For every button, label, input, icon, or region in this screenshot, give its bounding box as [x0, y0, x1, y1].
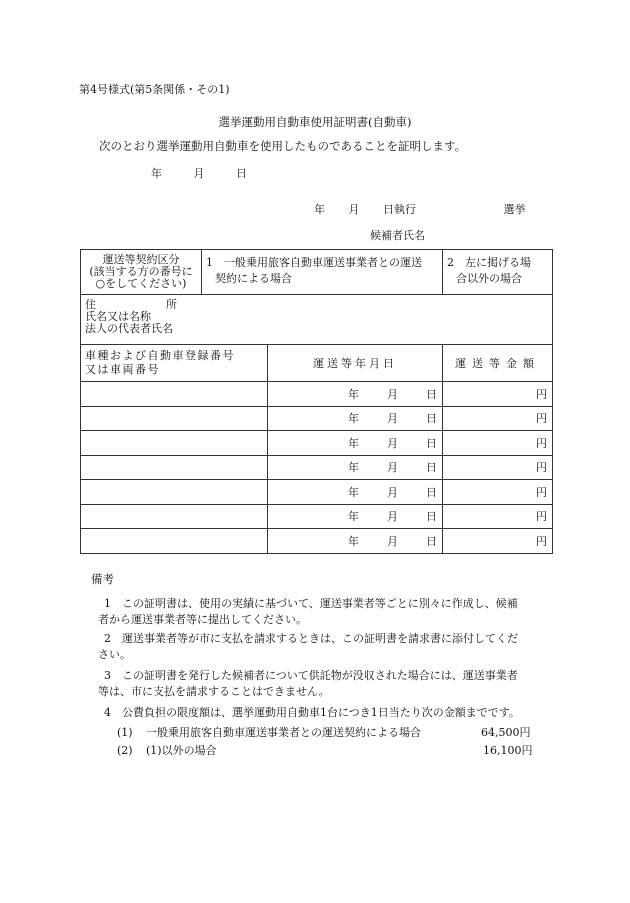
representative-label: 法人の代表者氏名 [85, 322, 173, 335]
certificate-table [80, 249, 553, 554]
date-cell[interactable]: 年 月 日 [268, 480, 443, 505]
document-title: 選挙運動用自動車使用証明書(自動車) [218, 115, 412, 129]
table-row [81, 455, 553, 480]
note-1: 1 この証明書は、使用の実績に基づいて、運送事業者等ごとに別々に作成し、候補 者から運送事業者等に提出してください。 [98, 597, 518, 626]
election-label: 選挙 [503, 203, 526, 216]
limit-1: (1) 一般乗用旅客自動車運送事業者との運送契約による場合 [117, 726, 421, 739]
contract-option-2[interactable] [443, 250, 553, 295]
date-day: 日 [236, 167, 247, 180]
amount-cell[interactable]: 円 [443, 480, 553, 505]
intro-text: 次のとおり選挙運動用自動車を使用したものであることを証明します。 [99, 139, 467, 153]
notes-title: 備考 [91, 572, 114, 586]
issue-date [151, 165, 275, 181]
address-label-b: 所 [166, 298, 177, 311]
vehicle-cell[interactable] [81, 529, 268, 554]
option2-line1: 2 左に掲げる場 [447, 256, 531, 269]
contract-label-line1: 運送等契約区分 [102, 253, 180, 266]
vehicle-header [81, 345, 268, 382]
option1-line1: 1 一般乗用旅客自動車運送事業者との運送 [206, 256, 422, 269]
election-execution [314, 201, 546, 217]
limit-1-amount: 64,500円 [481, 726, 531, 739]
date-month: 月 [193, 167, 205, 180]
address-label-a: 住 [85, 298, 96, 311]
date-year: 年 [151, 167, 162, 180]
table-row [81, 529, 553, 554]
date-cell[interactable]: 年 月 日 [268, 431, 443, 456]
note-3: 3 この証明書を発行した候補者について供託物が没収された場合には、運送事業者 等は、市に支払を請求することはできません。 [98, 669, 518, 698]
candidate-name-label: 候補者氏名 [370, 229, 425, 242]
contract-option-1[interactable] [202, 250, 443, 295]
table-row [81, 406, 553, 431]
date-cell[interactable]: 年 月 日 [268, 406, 443, 431]
vehicle-header-line1: 車種および自動車登録番号 [85, 349, 235, 362]
party-info-cell[interactable] [81, 295, 553, 345]
amount-cell[interactable]: 円 [443, 431, 553, 456]
date-cell[interactable]: 年 月 日 [268, 382, 443, 407]
vehicle-cell[interactable] [81, 455, 268, 480]
vehicle-cell[interactable] [81, 480, 268, 505]
vehicle-cell[interactable] [81, 382, 268, 407]
vehicle-header-line2: 又は車両番号 [85, 363, 160, 376]
form-id: 第4号様式(第5条関係・その1) [79, 83, 230, 96]
amount-cell[interactable]: 円 [443, 455, 553, 480]
vehicle-cell[interactable] [81, 504, 268, 529]
vehicle-cell[interactable] [81, 406, 268, 431]
table-row [81, 504, 553, 529]
amount-cell[interactable]: 円 [443, 529, 553, 554]
exec-day: 日執行 [383, 203, 416, 216]
table-row [81, 431, 553, 456]
date-cell[interactable]: 年 月 日 [268, 504, 443, 529]
date-cell[interactable]: 年 月 日 [268, 455, 443, 480]
option2-line2: 合以外の場合 [456, 272, 522, 285]
amount-cell[interactable]: 円 [443, 504, 553, 529]
name-label: 氏名又は名称 [85, 310, 151, 323]
vehicle-cell[interactable] [81, 431, 268, 456]
date-header: 運送等年月日 [268, 345, 443, 382]
limit-2-amount: 16,100円 [483, 744, 533, 757]
note-2: 2 運送事業者等が市に支払を請求するときは、この証明書を請求書に添付してくだ さい。 [98, 632, 518, 661]
exec-month: 月 [348, 203, 360, 216]
amount-cell[interactable]: 円 [443, 406, 553, 431]
amount-header: 運送等金額 [443, 345, 553, 382]
date-cell[interactable]: 年 月 日 [268, 529, 443, 554]
contract-type-label [81, 250, 202, 295]
table-row [81, 382, 553, 407]
note-4: 4 公費負担の限度額は、選挙運動用自動車1台につき1日当たり次の金額までです。 [104, 706, 520, 719]
contract-label-line2: (該当する方の番号に [89, 265, 193, 278]
contract-label-line3: ○をしてください) [95, 277, 187, 290]
limit-2: (2) (1)以外の場合 [117, 744, 217, 757]
exec-year: 年 [314, 203, 325, 216]
amount-cell[interactable]: 円 [443, 382, 553, 407]
table-row [81, 480, 553, 505]
option1-line2: 契約による場合 [215, 272, 292, 285]
